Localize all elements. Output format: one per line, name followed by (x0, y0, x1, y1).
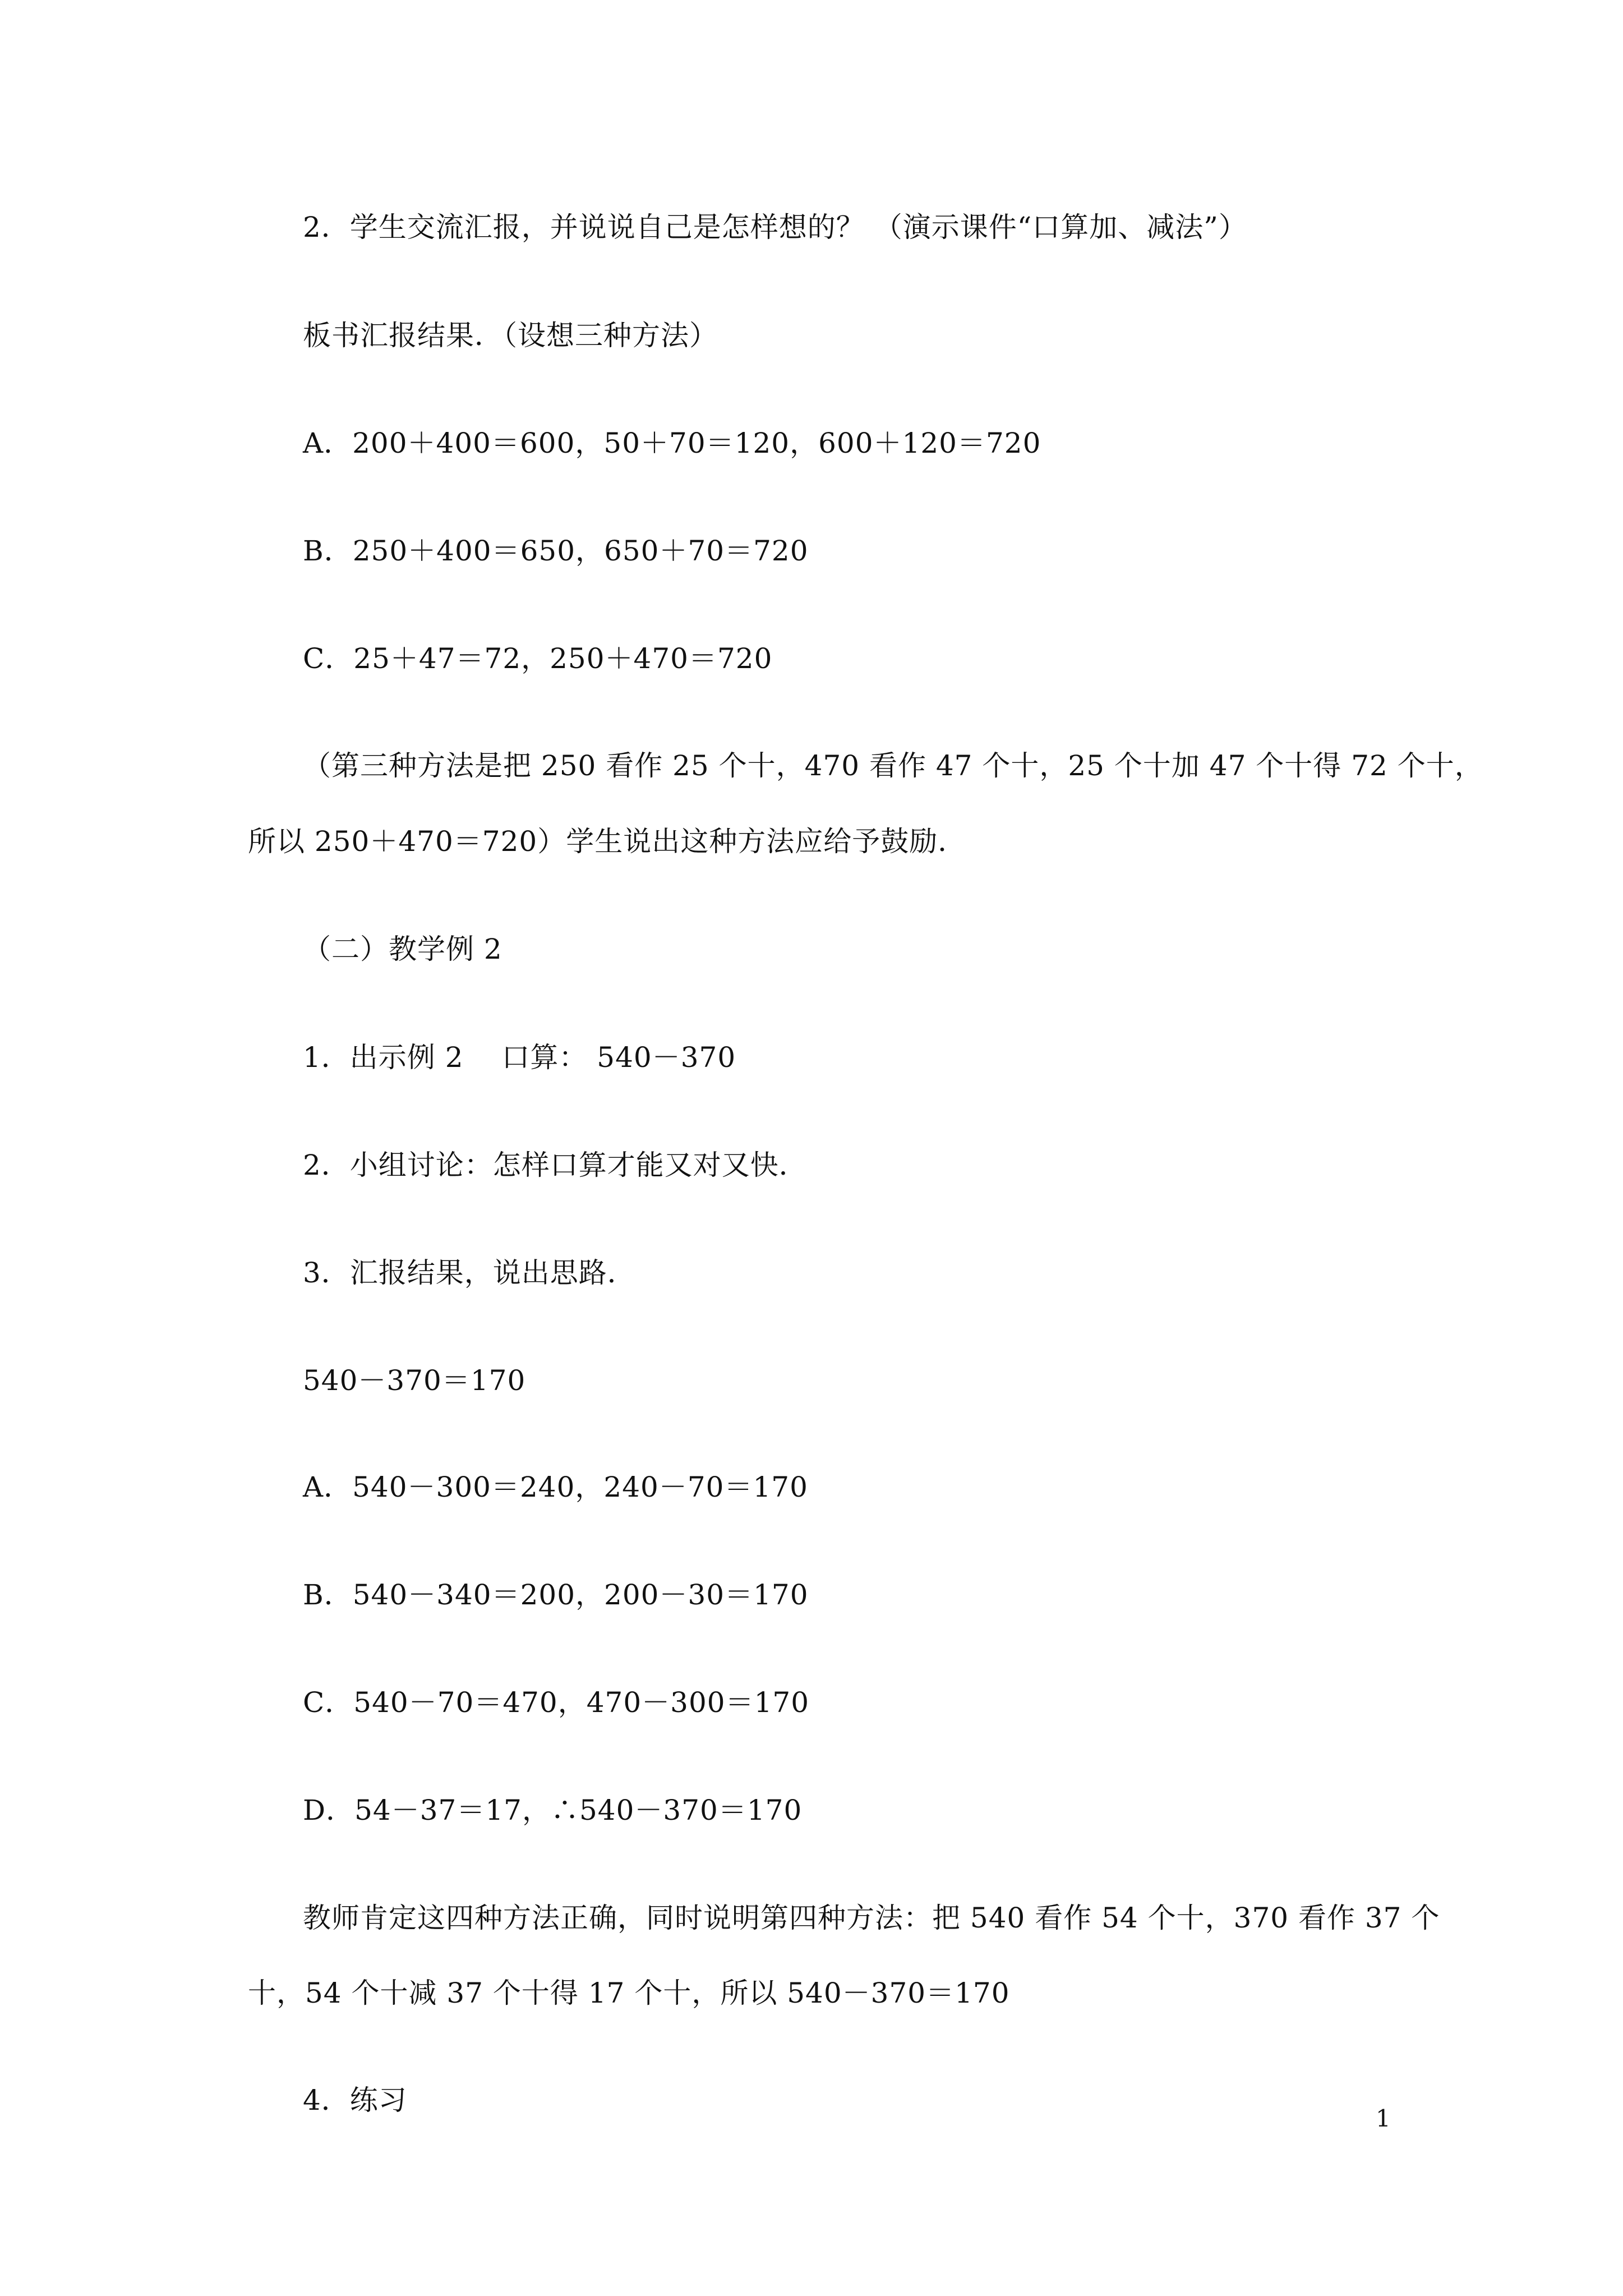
text-line-16: D．54－37＝17，∴540－370＝170 (303, 1794, 803, 1826)
text-line-3: A．200＋400＝600，50＋70＝120，600＋120＝720 (303, 427, 1041, 459)
text-line-15: C．540－70＝470，470－300＝170 (303, 1686, 810, 1719)
text-line-2: 板书汇报结果．（设想三种方法） (303, 319, 718, 352)
text-line-19: 4．练习 (303, 2084, 407, 2116)
text-line-6: （第三种方法是把 250 看作 25 个十，470 看作 47 个十，25 个十加 47 个十得 72 个十， (303, 749, 1483, 782)
text-line-8: （二）教学例 2 (303, 933, 502, 965)
text-line-12: 540－370＝170 (303, 1364, 526, 1397)
text-line-14: B．540－340＝200，200－30＝170 (303, 1579, 809, 1611)
text-line-13: A．540－300＝240，240－70＝170 (303, 1471, 808, 1503)
text-line-5: C．25＋47＝72，250＋470＝720 (303, 642, 773, 675)
text-line-10: 2．小组讨论：怎样口算才能又对又快． (303, 1149, 808, 1181)
text-line-17: 教师肯定这四种方法正确，同时说明第四种方法：把 540 看作 54 个十，370 看作 37 个 (303, 1902, 1440, 1934)
page-number: 1 (1376, 2105, 1391, 2132)
text-line-7: 所以 250＋470＝720）学生说出这种方法应给予鼓励． (248, 825, 967, 858)
text-line-4: B．250＋400＝650，650＋70＝720 (303, 535, 809, 567)
text-line-11: 3．汇报结果，说出思路． (303, 1257, 636, 1289)
text-line-9: 1．出示例 2 口算： 540－370 (303, 1041, 736, 1074)
text-line-1: 2．学生交流汇报，并说说自己是怎样想的？ （演示课件“口算加、减法”） (303, 211, 1247, 243)
text-line-18: 十，54 个十减 37 个十得 17 个十，所以 540－370＝170 (248, 1977, 1010, 2009)
